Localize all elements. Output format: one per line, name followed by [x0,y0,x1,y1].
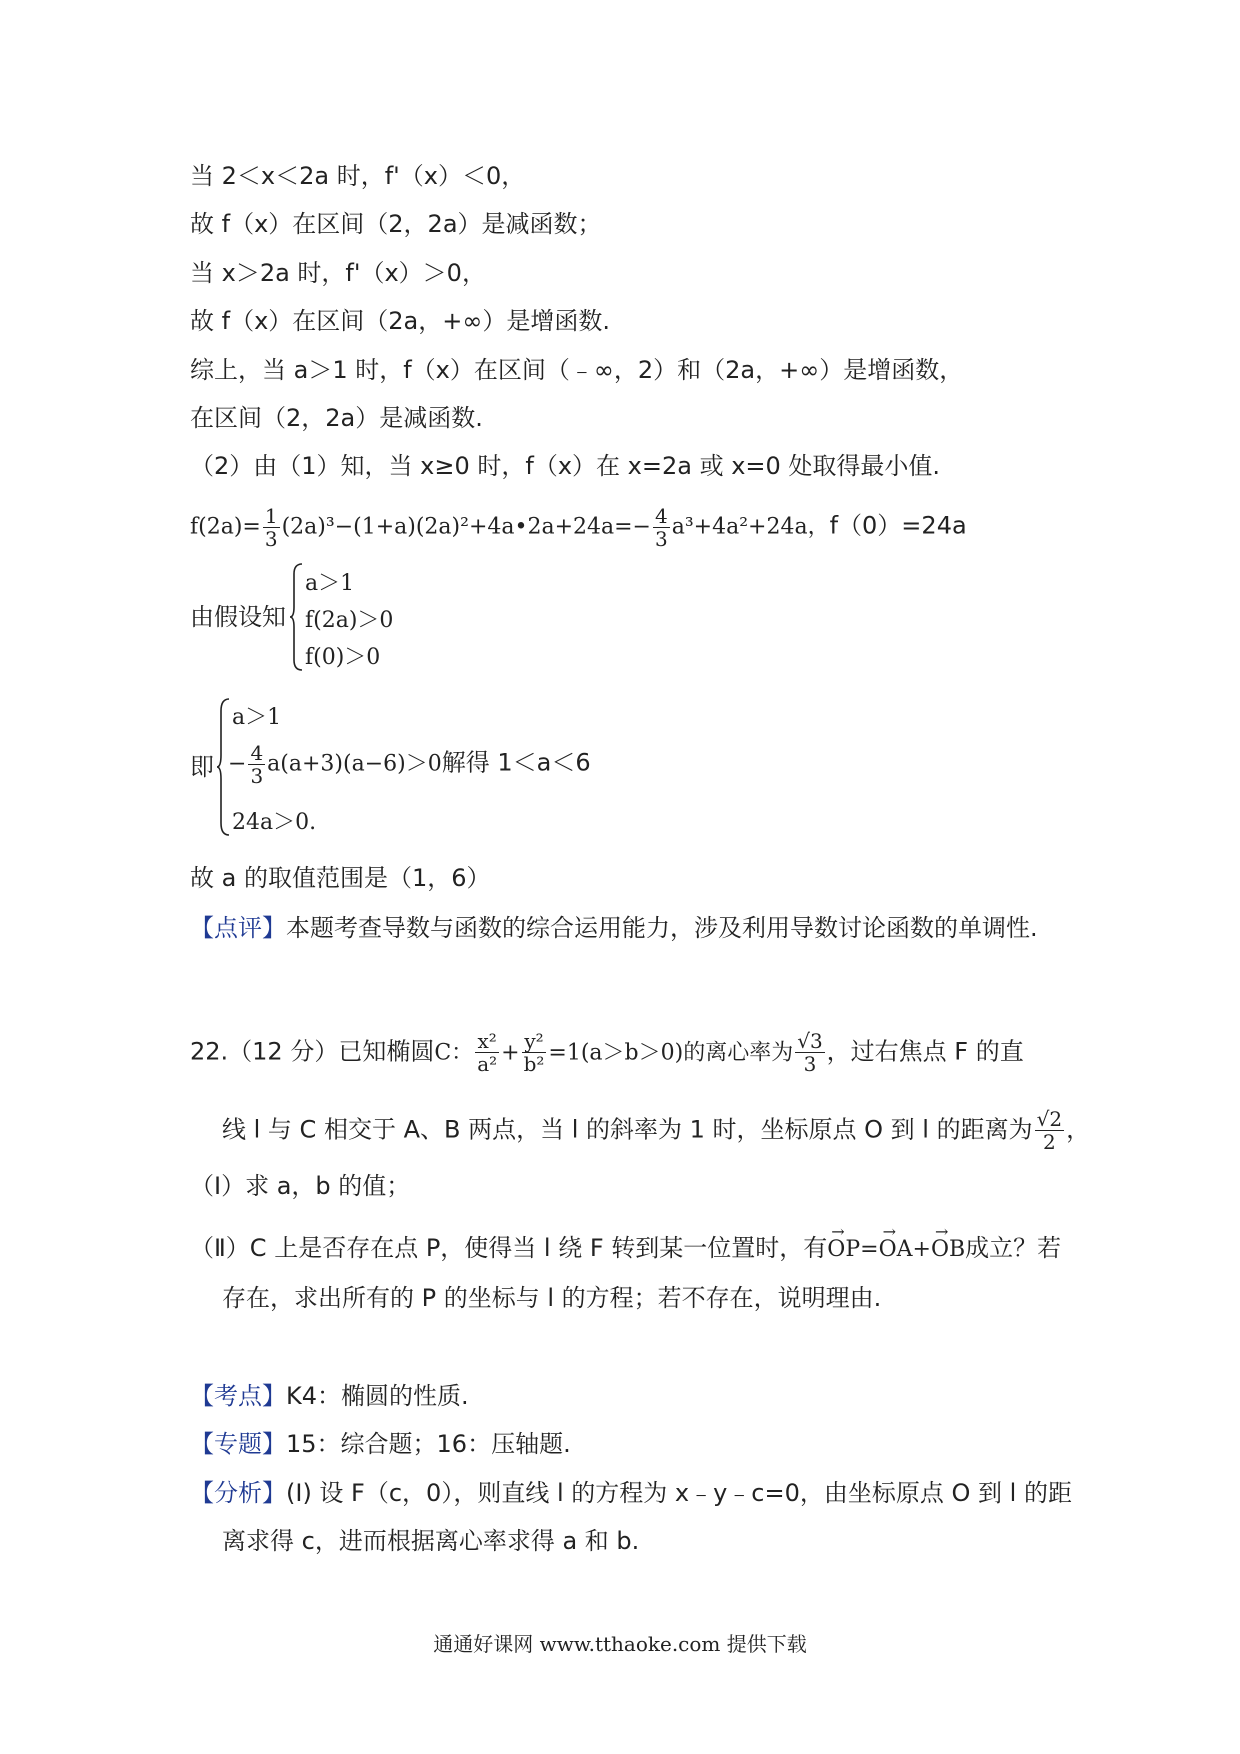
vector: → OA [879,1234,913,1266]
text-line: （2）由（1）知，当 x≥0 时，f（x）在 x=2a 或 x=0 处取得最小值. [190,452,941,480]
zhuanti-line: 【专题】15：综合题；16：压轴题. [190,1430,571,1458]
text-line: 当 x＞2a 时，f'（x）＞0， [190,259,486,287]
system1-label: 由假设知 [190,603,286,631]
fenxi-line2: 离求得 c，进而根据离心率求得 a 和 b. [222,1527,640,1555]
text-line: 故 a 的取值范围是（1，6） [190,864,491,892]
vector: → OB [931,1234,965,1266]
text-line: 故 f（x）在区间（2a，+∞）是增函数. [190,307,610,335]
vector: → OP [827,1234,860,1266]
f2a-formula [190,505,967,550]
system2-label: 即 [190,753,214,781]
q22-part1: （Ⅰ）求 a，b 的值； [190,1172,411,1200]
system-line: 24a＞0. [232,810,317,835]
formula-part: (2a)³−(1+a)(2a)²+4a•2a+24a=− [281,514,651,540]
system-line: a＞1 [232,705,282,730]
fraction: $\frac{√3}{3}$ [797,1029,823,1076]
fraction: $\frac{4}{3}$ [655,504,668,551]
text-line: 当 2＜x＜2a 时，f'（x）＜0， [190,162,526,190]
q22-line1: 22.（12 分）已知椭圆C： $\frac{\text{x²}}{\text{a²}}$ + $\frac{\text{y²}}{\text{b²}}$ =1(a＞b＞0)的离心率为 $\frac{√3}{3}$ ，过右焦点 F 的直 [190,1029,1024,1076]
fraction: $\frac{√2}{2}$ [1036,1107,1063,1154]
left-brace-icon [290,562,304,672]
q22-part2-line2: 存在，求出所有的 P 的坐标与 l 的方程；若不存在，说明理由. [222,1284,882,1312]
system-line: f(2a)＞0 [305,608,394,633]
text-line: 在区间（2，2a）是减函数. [190,404,483,432]
system-line: a＞1 [305,571,355,596]
comment-tag: 【点评】 [190,914,286,942]
text-line: 故 f（x）在区间（2，2a）是减函数； [190,210,602,238]
page-footer: 通通好课网 www.tthaoke.com 提供下载 [433,1632,807,1656]
fraction: $\frac{1}{3}$ [264,504,278,551]
formula-part: f（0）=24a [829,511,967,540]
fenxi-line: 【分析】(Ⅰ) 设 F（c，0），则直线 l 的方程为 x﹣y﹣c=0，由坐标原点 O 到 l 的距 [190,1479,1072,1507]
q22-line2: 线 l 与 C 相交于 A、B 两点，当 l 的斜率为 1 时，坐标原点 O 到 l 的距离为 $\frac{√2}{2}$ ， [222,1107,1091,1154]
formula-part: f(2a)= [190,514,261,540]
fraction: $\frac{\text{y²}}{\text{b²}}$ [523,1029,545,1076]
system-line: f(0)＞0 [305,645,381,670]
fraction: $\frac{4}{3}$ [250,741,264,788]
kaodian-line: 【考点】K4：椭圆的性质. [190,1382,469,1410]
fraction: $\frac{\text{x²}}{\text{a²}}$ [477,1029,498,1076]
q22-part2: （Ⅱ）C 上是否存在点 P，使得当 l 绕 F 转到某一位置时，有→ OP=→ OA+→ OB成立？若 [190,1232,1061,1266]
system-line: − $\frac{4}{3}$ a(a+3)(a−6)＞0解得 1＜a＜6 [228,741,591,788]
text-line: 综上，当 a＞1 时，f（x）在区间（﹣∞，2）和（2a，+∞）是增函数， [190,356,964,384]
comment-line: 【点评】本题考查导数与函数的综合运用能力，涉及利用导数讨论函数的单调性. [190,914,1038,942]
formula-part: a³+4a²+24a， [671,514,830,540]
